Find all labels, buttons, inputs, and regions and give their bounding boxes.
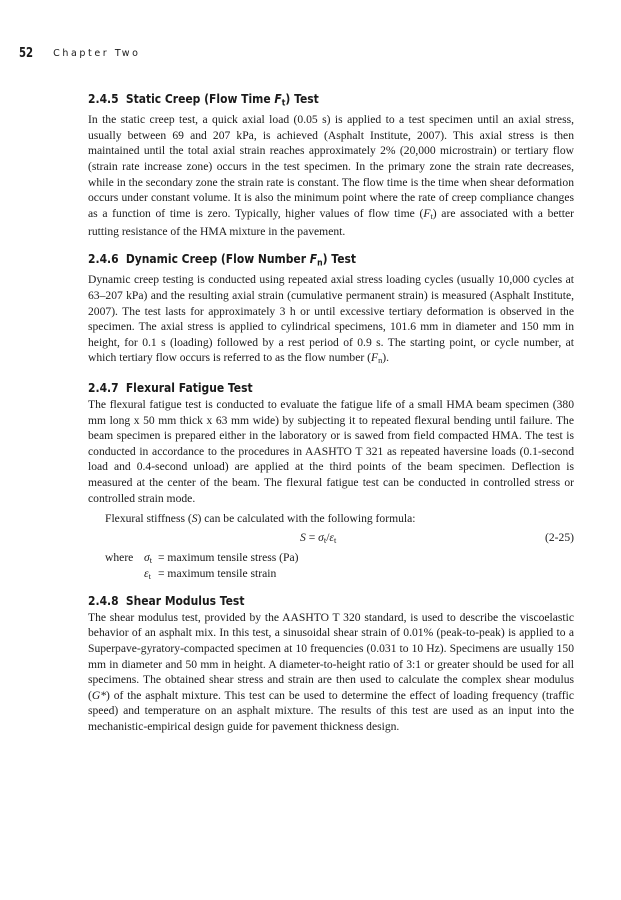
equation-slash: / bbox=[326, 530, 330, 544]
equation-2-25 bbox=[88, 530, 574, 546]
paragraph-flexural-fatigue: The flexural fatigue test is conducted to evaluate the fatigue life of a small HMA beam specimen (380 mm long x 50 mm thick x 63 mm wide) by subjecting it to repeated flexural bending until failure. The beam specimen is prepared either in the laboratory or is sawed from field compacted HMA. The test is conducted in accordance to the procedures in AASHTO T 321 as repeated haversine loads (0.1-second load and 0.4-second unload) are applied at the third points of the beam specimen. Deflection is measured at the center of the beam. The flexural fatigue test can be conducted in controlled stress or controlled strain mode. bbox=[88, 397, 574, 505]
section-title-text: Dynamic Creep (Flow Number bbox=[125, 251, 310, 267]
inline-subscript: t bbox=[430, 211, 433, 221]
equation-number: (2-25) bbox=[545, 530, 574, 544]
where-definitions bbox=[88, 550, 574, 582]
section-heading-dynamic-creep bbox=[88, 250, 506, 272]
equation-expression bbox=[300, 530, 336, 549]
equation-sigma: σ bbox=[318, 530, 324, 544]
paragraph-static-creep bbox=[88, 112, 574, 240]
title-symbol: F bbox=[309, 251, 318, 267]
section-heading-flexural-fatigue bbox=[88, 379, 506, 397]
paragraph-text: The shear modulus test, provided by the AASHTO T 320 standard, is used to describe the viscoelastic behavior of an asphalt mix. In this test, a sinusoidal shear strain of 0.01% (peak-to-peak) is applied to a Superpave-gyratory-compacted specimen at 10 frequencies (0.031 to 10 Hz). Specimens are usually 150 mm in diameter and 50 mm in height. A diameter-to-height ratio of 3:1 or greater should be used for all specimens. The obtained shear stress and strain are then used to calculate the complex shear modulus ( bbox=[88, 610, 574, 702]
section-number: 2.4.8 bbox=[88, 592, 119, 608]
section-number: 2.4.6 bbox=[88, 251, 119, 267]
equation-epsilon: ε bbox=[329, 530, 334, 544]
page-body bbox=[88, 90, 574, 734]
section-heading-shear-modulus bbox=[88, 592, 506, 610]
chapter-label: Chapter Two bbox=[53, 47, 141, 59]
inline-subscript: n bbox=[378, 356, 383, 366]
inline-symbol: F bbox=[370, 351, 379, 365]
paragraph-shear-modulus bbox=[88, 610, 574, 735]
symbol-sigma: σ bbox=[144, 550, 150, 564]
title-subscript: t bbox=[281, 98, 286, 109]
equation-lhs: S bbox=[300, 530, 306, 544]
where-definition-row bbox=[88, 566, 574, 582]
paragraph-text-end: ). bbox=[382, 351, 390, 365]
paragraph-text: In the static creep test, a quick axial load (0.05 s) is applied to a test specimen until an axial stress, usually between 69 and 207 kPa, is achieved (Asphalt Institute, 2007). This axial stress is then maintained until the total axial strain reaches approximately 2% (20,000 microstrain) or tertiary flow (strain rate increase zone) occurs in the test specimen. In the primary zone the strain rate decreases, while in the secondary zone the strain rate is constant. The flow time is the time when shear deformation occurs under constant volume. It is also the minimum point where the rate of creep compliance changes as a function of time is zero. Typically, higher values of flow time ( bbox=[88, 113, 574, 220]
section-title-text: Shear Modulus Test bbox=[125, 592, 245, 608]
where-label: where bbox=[105, 550, 134, 564]
definition-text: = maximum tensile strain bbox=[158, 566, 277, 580]
definition-symbol bbox=[144, 566, 151, 585]
equation-epsilon-subscript: t bbox=[334, 535, 337, 545]
paragraph-text: Flexural stiffness ( bbox=[105, 512, 192, 526]
equation-sigma-subscript: t bbox=[323, 535, 327, 545]
page-number: 52 bbox=[19, 45, 34, 61]
running-header bbox=[19, 44, 141, 62]
paragraph-text: Dynamic creep testing is conducted using repeated axial stress loading cycles (usually 10,000 cycles at 63–207 kPa) and the resulting axial strain (cumulative permanent strain) is measured (Asphalt Institute, 2007). The test lasts for approximately 3 h or until excessive tertiary deformation is observed in the specimen. The axial stress is applied to cylindrical specimens, 101.6 mm in diameter and 150 mm in height, for 0.1 s (loading) followed by a rest period of 0.9 s. The starting point, or cycle number, at which tertiary flow occurs is referred to as the flow number ( bbox=[88, 273, 574, 365]
inline-symbol: F bbox=[423, 206, 431, 220]
section-title-text-end: ) Test bbox=[322, 251, 357, 267]
equation-equals: = bbox=[305, 530, 319, 544]
section-number: 2.4.5 bbox=[88, 91, 119, 106]
paragraph-text-end: ) of the asphalt mixture. This test can be used to determine the effect of loading frequency (traffic speed) and temperature on an asphalt mixture. The results of this test are used as an input into the mechanistic-empirical design guide for pavement thickness design. bbox=[88, 688, 574, 733]
title-symbol: F bbox=[274, 91, 282, 106]
symbol-epsilon: ε bbox=[144, 566, 149, 580]
inline-symbol: S bbox=[191, 512, 198, 526]
paragraph-dynamic-creep bbox=[88, 272, 574, 369]
inline-symbol: G* bbox=[91, 688, 107, 702]
section-heading-static-creep bbox=[88, 90, 506, 112]
section-number: 2.4.7 bbox=[88, 379, 119, 395]
section-title-text-end: ) Test bbox=[285, 91, 319, 106]
where-definition-row bbox=[88, 550, 574, 566]
section-title-text: Flexural Fatigue Test bbox=[125, 379, 253, 395]
title-subscript: n bbox=[317, 258, 323, 269]
definition-text: = maximum tensile stress (Pa) bbox=[158, 550, 299, 564]
paragraph-text-end: ) are associated with a better rutting resistance of the HMA mixture in the pavement. bbox=[88, 206, 574, 239]
symbol-subscript: t bbox=[148, 571, 151, 581]
paragraph-flexural-stiffness bbox=[88, 511, 574, 527]
paragraph-text-end: ) can be calculated with the following formula: bbox=[197, 512, 416, 526]
section-title-text: Static Creep (Flow Time bbox=[125, 91, 275, 106]
symbol-subscript: t bbox=[149, 555, 153, 565]
